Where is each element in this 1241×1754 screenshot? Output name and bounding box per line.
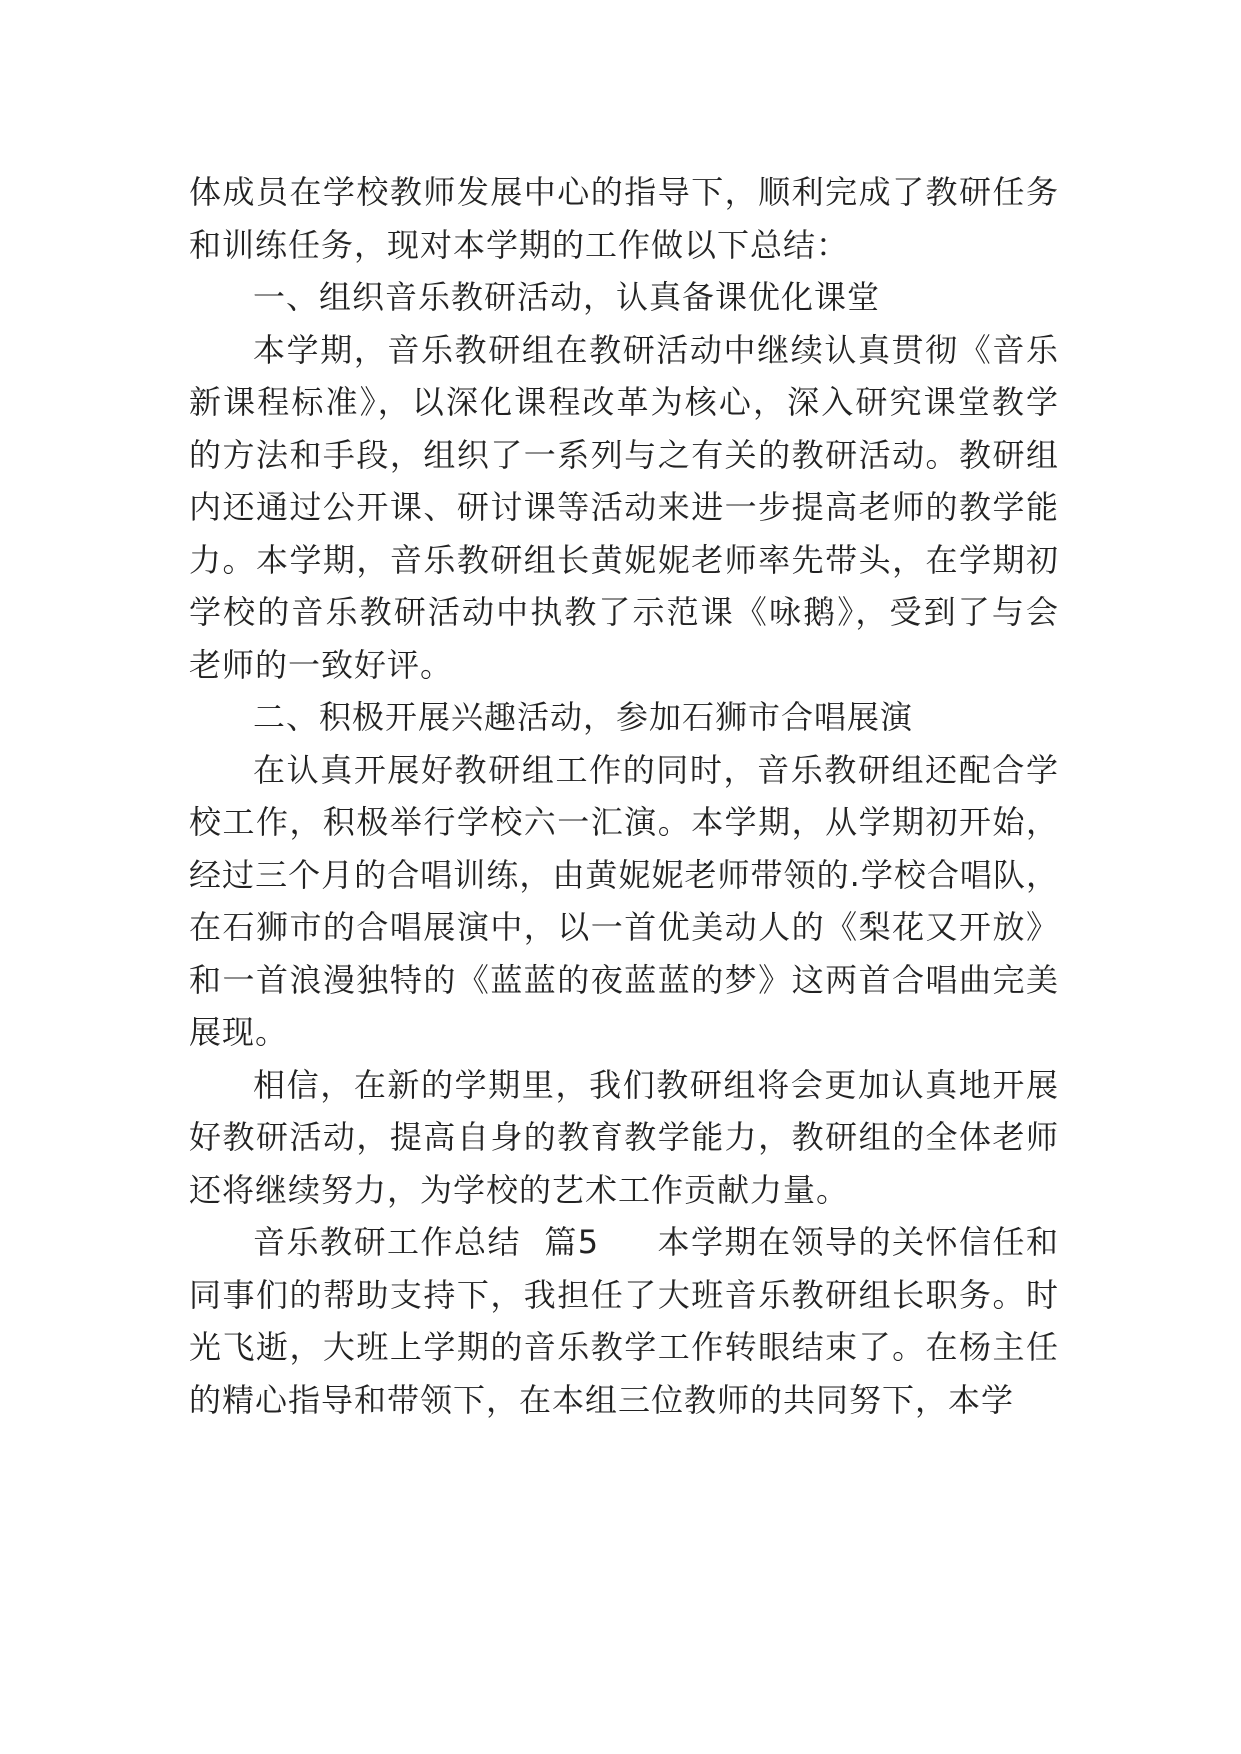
paragraph-article-5-intro: 音乐教研工作总结 篇5 本学期在领导的关怀信任和同事们的帮助支持下，我担任了大班音乐教研组长职务。时光飞逝，大班上学期的音乐教学工作转眼结束了。在杨主任的精心指导和带领下，在本组三位教师的共同努下，本学 bbox=[189, 1223, 1059, 1419]
paragraph-section-2: 在认真开展好教研组工作的同时，音乐教研组还配合学校工作，积极举行学校六一汇演。本学期，从学期初开始，经过三个月的合唱训练，由黄妮妮老师带领的.学校合唱队，在石狮市的合唱展演中，以一首优美动人的《梨花又开放》和一首浪漫独特的《蓝蓝的夜蓝蓝的梦》这两首合唱曲完美展现。 bbox=[189, 750, 1059, 1051]
paragraph-conclusion: 相信，在新的学期里，我们教研组将会更加认真地开展好教研活动，提高自身的教育教学能力，教研组的全体老师还将继续努力，为学校的艺术工作贡献力量。 bbox=[189, 1065, 1059, 1209]
section-heading-1: 一、组织音乐教研活动，认真备课优化课堂 bbox=[253, 278, 881, 316]
paragraph-section-1: 本学期，音乐教研组在教研活动中继续认真贯彻《音乐新课程标准》，以深化课程改革为核心，深入研究课堂教学的方法和手段，组织了一系列与之有关的教研活动。教研组内还通过公开课、研讨课等活动来进一步提高老师的教学能力。本学期，音乐教研组长黄妮妮老师率先带头，在学期初学校的音乐教研活动中执教了示范课《咏鹅》，受到了与会老师的一致好评。 bbox=[189, 330, 1059, 684]
paragraph-continuation: 体成员在学校教师发展中心的指导下，顺利完成了教研任务和训练任务，现对本学期的工作做以下总结： bbox=[189, 173, 1059, 264]
document-body bbox=[189, 166, 1059, 1426]
section-heading-2: 二、积极开展兴趣活动，参加石狮市合唱展演 bbox=[253, 698, 914, 736]
